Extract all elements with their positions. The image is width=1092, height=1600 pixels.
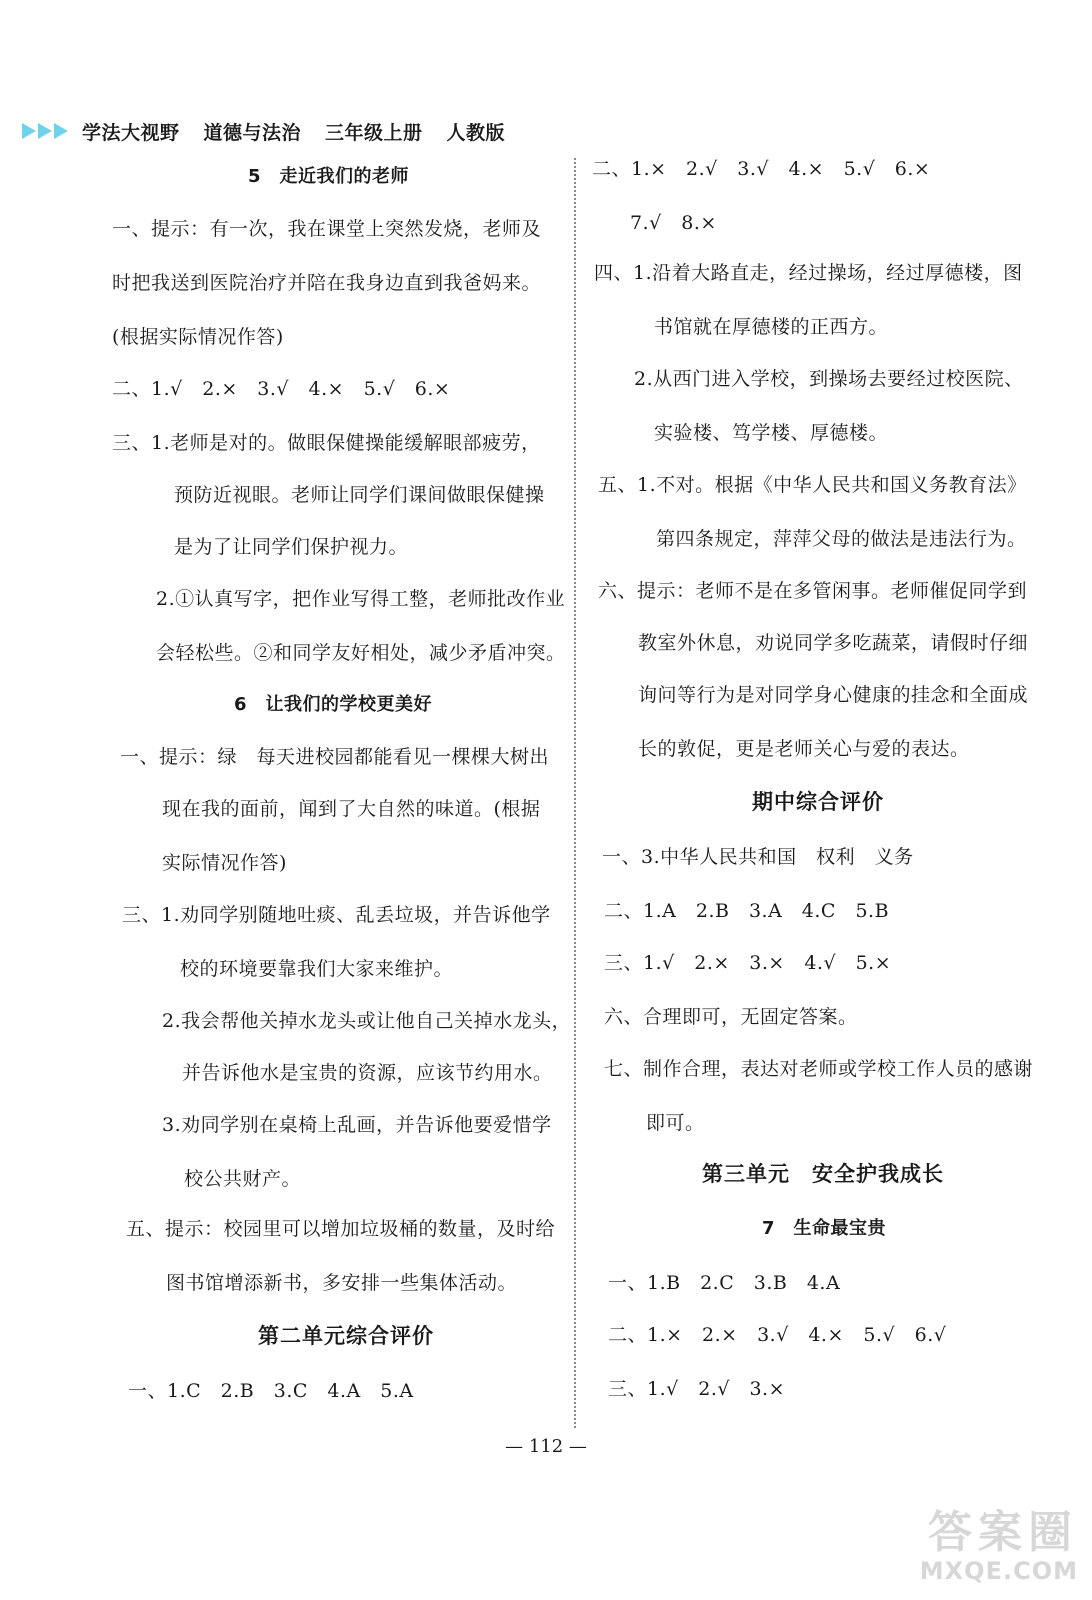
answer-line: 现在我的面前，闻到了大自然的味道。(根据 (162, 798, 541, 820)
answer-line: 一、提示：绿 每天进校园都能看见一棵棵大树出 (120, 746, 550, 768)
section-title-6: 6 让我们的学校更美好 (234, 694, 433, 715)
answer-line: 二、1.√ 2.× 3.√ 4.× 5.√ 6.× (112, 378, 451, 400)
answer-line: 二、1.× 2.× 3.√ 4.× 5.√ 6.√ (608, 1324, 947, 1346)
section-title-5: 5 走近我们的老师 (248, 166, 410, 187)
answer-line: 二、1.A 2.B 3.A 4.C 5.B (604, 900, 890, 922)
answer-line: 一、3.中华人民共和国 权利 义务 (602, 846, 914, 868)
section-title-7: 7 生命最宝贵 (762, 1218, 887, 1239)
edition-name: 人教版 (446, 121, 506, 144)
answer-line: 校的环境要靠我们大家来维护。 (180, 958, 454, 980)
answer-line: 3.劝同学别在桌椅上乱画，并告诉他要爱惜学 (162, 1114, 552, 1136)
answer-line: 实验楼、笃学楼、厚德楼。 (654, 422, 889, 444)
answer-line: 一、提示：有一次，我在课堂上突然发烧，老师及 (112, 218, 542, 240)
answer-line: 询问等行为是对同学身心健康的挂念和全面成 (638, 684, 1029, 706)
answer-line: 图书馆增添新书，多安排一些集体活动。 (166, 1272, 518, 1294)
answer-line: 2.从西门进入学校，到操场去要经过校医院、 (634, 368, 1024, 390)
answer-line: 三、1.劝同学别随地吐痰、乱丢垃圾，并告诉他学 (122, 904, 551, 926)
answer-line: 时把我送到医院治疗并陪在我身边直到我爸妈来。 (112, 272, 542, 294)
answer-line: 2.我会帮他关掉水龙头或让他自己关掉水龙头， (162, 1010, 572, 1032)
answer-line: 七、制作合理，表达对老师或学校工作人员的感谢 (604, 1058, 1034, 1080)
answer-line: 即可。 (646, 1112, 705, 1134)
page-number: — 112 — (505, 1436, 587, 1457)
answer-line: 7.√ 8.× (630, 212, 717, 234)
midterm-review-title: 期中综合评价 (752, 790, 884, 814)
grade-name: 三年级上册 (325, 121, 423, 144)
chevron-arrows-icon (22, 123, 70, 139)
site-watermark (888, 1507, 1078, 1592)
answer-line: 长的敦促，更是老师关心与爱的表达。 (638, 738, 970, 760)
unit-2-review-title: 第二单元综合评价 (258, 1324, 434, 1348)
answer-line: 教室外休息，劝说同学多吃蔬菜，请假时仔细 (638, 632, 1029, 654)
column-divider (574, 158, 576, 1428)
answer-line: 一、1.C 2.B 3.C 4.A 5.A (128, 1380, 414, 1402)
answer-line: 预防近视眼。老师让同学们课间做眼保健操 (174, 484, 545, 506)
answer-line: (根据实际情况作答) (112, 326, 284, 348)
answer-line: 校公共财产。 (184, 1168, 302, 1190)
answer-line: 并告诉他水是宝贵的资源，应该节约用水。 (182, 1062, 553, 1084)
answer-line: 一、1.B 2.C 3.B 4.A (608, 1272, 841, 1294)
series-name: 学法大视野 (82, 121, 180, 144)
watermark-url: MXQE.COM (919, 1557, 1078, 1585)
subject-name: 道德与法治 (203, 121, 302, 144)
answer-line: 会轻松些。②和同学友好相处，减少矛盾冲突。 (156, 642, 566, 664)
answer-line: 三、1.√ 2.× 3.× 4.√ 5.× (604, 952, 892, 974)
watermark-logo-text: 答案圈 (928, 1507, 1078, 1558)
answer-line: 是为了让同学们保护视力。 (174, 536, 409, 558)
answer-line: 实际情况作答) (162, 852, 287, 874)
answer-line: 书馆就在厚德楼的正西方。 (654, 316, 889, 338)
answer-line: 三、1.老师是对的。做眼保健操能缓解眼部疲劳， (112, 432, 541, 454)
answer-line: 二、1.× 2.√ 3.√ 4.× 5.√ 6.× (592, 158, 931, 180)
answer-line: 六、提示：老师不是在多管闲事。老师催促同学到 (598, 580, 1028, 602)
page-header (22, 116, 529, 146)
answer-line: 第四条规定，萍萍父母的做法是违法行为。 (656, 528, 1027, 550)
answer-line: 三、1.√ 2.√ 3.× (608, 1378, 786, 1400)
answer-line: 五、提示：校园里可以增加垃圾桶的数量，及时给 (126, 1218, 556, 1240)
answer-line: 六、合理即可，无固定答案。 (604, 1006, 858, 1028)
answer-line: 五、1.不对。根据《中华人民共和国义务教育法》 (598, 474, 1027, 496)
answer-line: 四、1.沿着大路直走，经过操场，经过厚德楼，图 (594, 262, 1023, 284)
unit-3-title: 第三单元 安全护我成长 (702, 1162, 944, 1186)
answer-line: 2.①认真写字，把作业写得工整，老师批改作业 (156, 588, 566, 610)
